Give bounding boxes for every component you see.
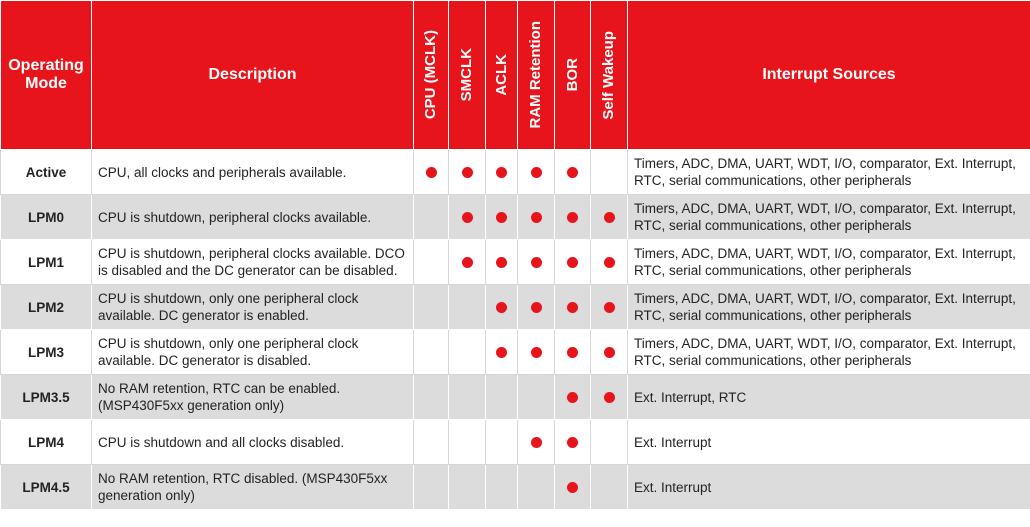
red-dot-icon xyxy=(462,167,473,178)
red-dot-icon xyxy=(567,347,578,358)
aclk-cell xyxy=(486,240,518,285)
smclk-cell xyxy=(449,285,486,330)
red-dot-icon xyxy=(531,437,542,448)
table-row xyxy=(1,195,1030,240)
description-cell: No RAM retention, RTC can be enabled. (MSP430F5xx generation only) xyxy=(92,375,414,420)
interrupt-sources-cell: Ext. Interrupt xyxy=(628,420,1030,465)
smclk-cell xyxy=(449,330,486,375)
aclk-cell xyxy=(486,195,518,240)
table-row xyxy=(1,375,1030,420)
header-smclk xyxy=(449,1,486,150)
table-row xyxy=(1,420,1030,465)
aclk-cell xyxy=(486,465,518,510)
smclk-cell xyxy=(449,150,486,195)
aclk-cell xyxy=(486,330,518,375)
red-dot-icon xyxy=(567,482,578,493)
red-dot-icon xyxy=(496,212,507,223)
header-interrupt-sources: Interrupt Sources xyxy=(628,1,1030,150)
header-bor xyxy=(555,1,591,150)
red-dot-icon xyxy=(462,257,473,268)
red-dot-icon xyxy=(531,257,542,268)
bor-cell xyxy=(555,195,591,240)
wake-cell xyxy=(591,285,628,330)
header-description: Description xyxy=(92,1,414,150)
operating-mode-cell: LPM3.5 xyxy=(1,375,92,420)
ram-cell xyxy=(518,465,555,510)
wake-cell xyxy=(591,240,628,285)
interrupt-sources-cell: Ext. Interrupt, RTC xyxy=(628,375,1030,420)
red-dot-icon xyxy=(531,212,542,223)
operating-mode-cell: LPM4.5 xyxy=(1,465,92,510)
header-cpu-mclk xyxy=(414,1,449,150)
description-cell: CPU is shutdown and all clocks disabled. xyxy=(92,420,414,465)
aclk-cell xyxy=(486,285,518,330)
operating-mode-cell: LPM0 xyxy=(1,195,92,240)
bor-cell xyxy=(555,465,591,510)
cpu-cell xyxy=(414,420,449,465)
header-self-wakeup xyxy=(591,1,628,150)
smclk-cell xyxy=(449,375,486,420)
interrupt-sources-cell: Timers, ADC, DMA, UART, WDT, I/O, comparator, Ext. Interrupt, RTC, serial communications, other peripherals xyxy=(628,240,1030,285)
red-dot-icon xyxy=(604,347,615,358)
wake-cell xyxy=(591,465,628,510)
header-row xyxy=(1,1,1030,150)
bor-cell xyxy=(555,375,591,420)
cpu-cell xyxy=(414,240,449,285)
header-ram-retention xyxy=(518,1,555,150)
red-dot-icon xyxy=(567,257,578,268)
operating-mode-cell: Active xyxy=(1,150,92,195)
description-cell: No RAM retention, RTC disabled. (MSP430F5xx generation only) xyxy=(92,465,414,510)
table-row xyxy=(1,330,1030,375)
header-operating-mode: Operating Mode xyxy=(1,1,92,150)
ram-cell xyxy=(518,240,555,285)
smclk-cell xyxy=(449,465,486,510)
aclk-cell xyxy=(486,150,518,195)
interrupt-sources-cell: Timers, ADC, DMA, UART, WDT, I/O, comparator, Ext. Interrupt, RTC, serial communications, other peripherals xyxy=(628,285,1030,330)
operating-mode-cell: LPM4 xyxy=(1,420,92,465)
cpu-cell xyxy=(414,195,449,240)
cpu-cell xyxy=(414,375,449,420)
wake-cell xyxy=(591,420,628,465)
ram-cell xyxy=(518,195,555,240)
red-dot-icon xyxy=(567,302,578,313)
header-smclk-label: SMCLK xyxy=(458,48,475,102)
ram-cell xyxy=(518,330,555,375)
ram-cell xyxy=(518,150,555,195)
red-dot-icon xyxy=(604,392,615,403)
interrupt-sources-cell: Timers, ADC, DMA, UART, WDT, I/O, comparator, Ext. Interrupt, RTC, serial communications, other peripherals xyxy=(628,195,1030,240)
cpu-cell xyxy=(414,150,449,195)
bor-cell xyxy=(555,420,591,465)
header-ram-retention-label: RAM Retention xyxy=(527,21,544,129)
header-self-wakeup-label: Self Wakeup xyxy=(600,30,617,120)
bor-cell xyxy=(555,285,591,330)
red-dot-icon xyxy=(462,212,473,223)
description-cell: CPU, all clocks and peripherals available. xyxy=(92,150,414,195)
description-cell: CPU is shutdown, peripheral clocks available. DCO is disabled and the DC generator can be disabled. xyxy=(92,240,414,285)
operating-mode-cell: LPM1 xyxy=(1,240,92,285)
red-dot-icon xyxy=(426,167,437,178)
red-dot-icon xyxy=(496,257,507,268)
description-cell: CPU is shutdown, only one peripheral clock available. DC generator is disabled. xyxy=(92,330,414,375)
red-dot-icon xyxy=(567,212,578,223)
description-cell: CPU is shutdown, only one peripheral clock available. DC generator is enabled. xyxy=(92,285,414,330)
table-row xyxy=(1,150,1030,195)
aclk-cell xyxy=(486,420,518,465)
table-row xyxy=(1,465,1030,510)
smclk-cell xyxy=(449,240,486,285)
red-dot-icon xyxy=(531,302,542,313)
bor-cell xyxy=(555,240,591,285)
header-aclk xyxy=(486,1,518,150)
aclk-cell xyxy=(486,375,518,420)
red-dot-icon xyxy=(604,302,615,313)
bor-cell xyxy=(555,150,591,195)
cpu-cell xyxy=(414,330,449,375)
cpu-cell xyxy=(414,465,449,510)
ram-cell xyxy=(518,420,555,465)
red-dot-icon xyxy=(531,347,542,358)
smclk-cell xyxy=(449,195,486,240)
wake-cell xyxy=(591,330,628,375)
wake-cell xyxy=(591,195,628,240)
header-aclk-label: ACLK xyxy=(492,54,510,96)
interrupt-sources-cell: Ext. Interrupt xyxy=(628,465,1030,510)
red-dot-icon xyxy=(567,392,578,403)
table-row xyxy=(1,240,1030,285)
ram-cell xyxy=(518,375,555,420)
header-cpu-mclk-label: CPU (MCLK) xyxy=(422,30,439,120)
red-dot-icon xyxy=(604,257,615,268)
red-dot-icon xyxy=(531,167,542,178)
table-row xyxy=(1,285,1030,330)
red-dot-icon xyxy=(567,167,578,178)
operating-mode-cell: LPM3 xyxy=(1,330,92,375)
wake-cell xyxy=(591,150,628,195)
interrupt-sources-cell: Timers, ADC, DMA, UART, WDT, I/O, comparator, Ext. Interrupt, RTC, serial communications, other peripherals xyxy=(628,150,1030,195)
red-dot-icon xyxy=(496,167,507,178)
red-dot-icon xyxy=(604,212,615,223)
wake-cell xyxy=(591,375,628,420)
table-body xyxy=(1,150,1030,510)
ram-cell xyxy=(518,285,555,330)
smclk-cell xyxy=(449,420,486,465)
description-cell: CPU is shutdown, peripheral clocks available. xyxy=(92,195,414,240)
red-dot-icon xyxy=(496,347,507,358)
bor-cell xyxy=(555,330,591,375)
red-dot-icon xyxy=(496,302,507,313)
cpu-cell xyxy=(414,285,449,330)
red-dot-icon xyxy=(567,437,578,448)
operating-mode-cell: LPM2 xyxy=(1,285,92,330)
interrupt-sources-cell: Timers, ADC, DMA, UART, WDT, I/O, comparator, Ext. Interrupt, RTC, serial communications, other peripherals xyxy=(628,330,1030,375)
header-bor-label: BOR xyxy=(563,58,581,92)
